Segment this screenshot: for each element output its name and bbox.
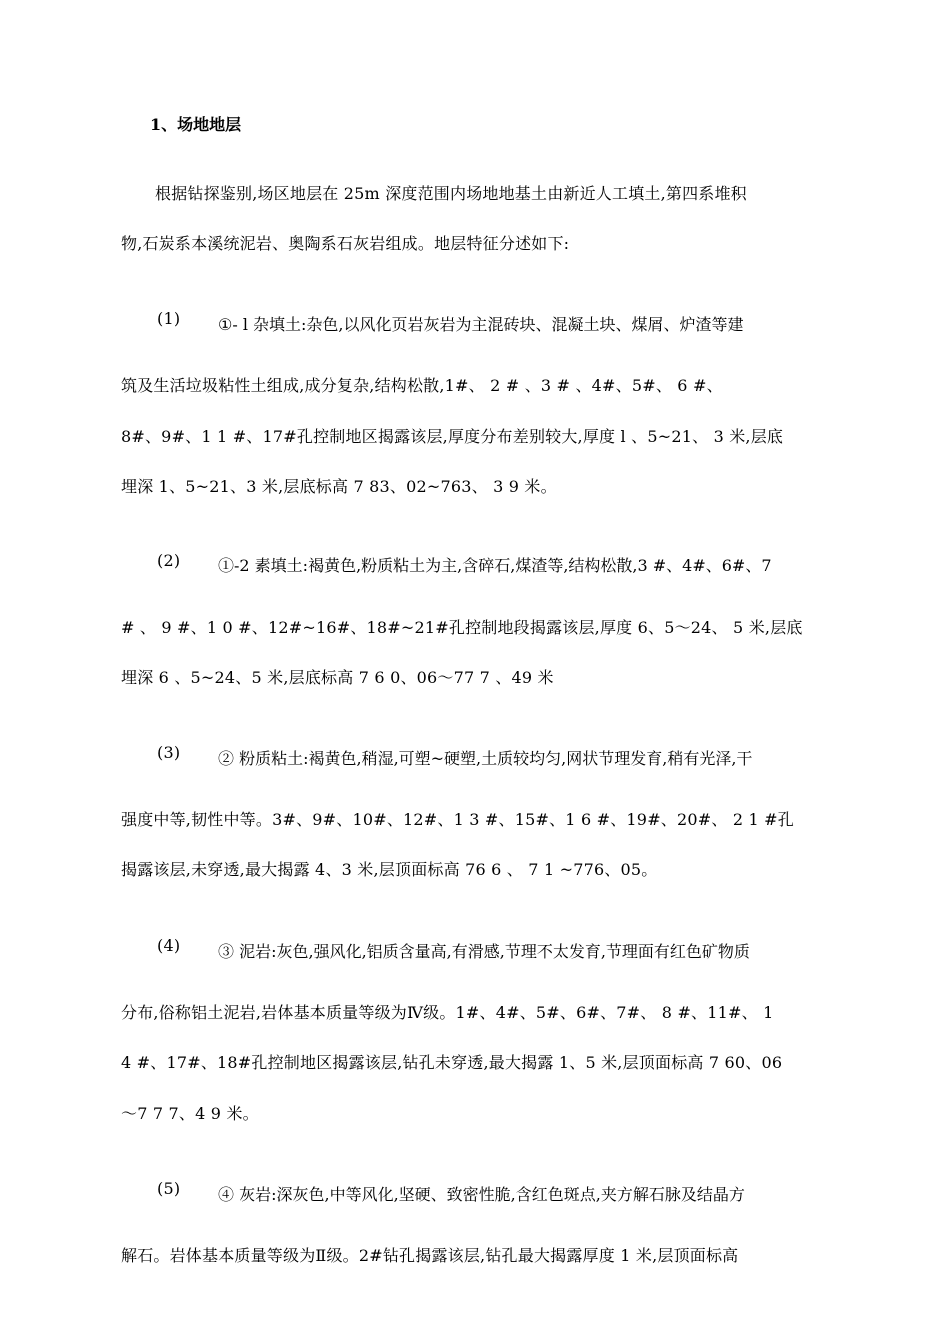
intro-line-2: 物,石炭系本溪统泥岩、奥陶系石灰岩组成。地层特征分述如下: — [121, 234, 570, 253]
item-4-line-4: ～7 7 7、4 9 米。 — [121, 1104, 259, 1123]
item-1-line-3: 8#、9#、1 1 #、17#孔控制地区揭露该层,厚度分布差别较大,厚度 l 、5~21、 3 米,层底 — [121, 427, 784, 446]
item-4-line-2: 分布,俗称铝土泥岩,岩体基本质量等级为Ⅳ级。1#、4#、5#、6#、7#、 8 #、11#、 1 — [121, 1003, 774, 1022]
section-heading: 1、场地地层 — [150, 115, 242, 134]
item-2-line-2: # 、 9 #、1 0 #、12#~16#、18#~21#孔控制地段揭露该层,厚度 6、5～24、 5 米,层底 — [121, 618, 803, 637]
item-3-line-3: 揭露该层,未穿透,最大揭露 4、3 米,层顶面标高 76 6 、 7 1 ~776、05。 — [121, 860, 658, 879]
item-5-first-line: ④ 灰岩:深灰色,中等风化,坚硬、致密性脆,含红色斑点,夹方解石脉及结晶方 — [218, 1185, 745, 1204]
item-5-number: (5) — [157, 1179, 181, 1198]
item-1-number: (1) — [157, 309, 181, 328]
item-2-number: (2) — [157, 551, 181, 570]
item-4-line-3: 4 #、17#、18#孔控制地区揭露该层,钻孔未穿透,最大揭露 1、5 米,层顶面标高 7 60、06 — [121, 1053, 783, 1072]
item-2-first-line: ①-2 素填土:褐黄色,粉质粘土为主,含碎石,煤渣等,结构松散,3 #、4#、6#、7 — [218, 556, 772, 575]
item-1-line-4: 埋深 1、5~21、3 米,层底标高 7 83、02~763、 3 9 米。 — [121, 477, 557, 496]
item-3-line-2: 强度中等,韧性中等。3#、9#、10#、12#、1 3 #、15#、1 6 #、19#、20#、 2 1 #孔 — [121, 810, 794, 829]
item-4-number: (4) — [157, 936, 181, 955]
item-3-first-line: ② 粉质粘土:褐黄色,稍湿,可塑~硬塑,土质较均匀,网状节理发育,稍有光泽,干 — [218, 749, 753, 768]
item-2-line-3: 埋深 6 、5~24、5 米,层底标高 7 6 0、06～77 7 、49 米 — [121, 668, 554, 687]
item-4-first-line: ③ 泥岩:灰色,强风化,铝质含量高,有滑感,节理不太发育,节理面有红色矿物质 — [218, 942, 750, 961]
item-1-line-2: 筑及生活垃圾粘性土组成,成分复杂,结构松散,1#、 2 # 、3 # 、4#、5#、 6 #、 — [121, 376, 723, 395]
intro-line-1: 根据钻探鉴别,场区地层在 25m 深度范围内场地地基土由新近人工填土,第四系堆积 — [155, 184, 747, 203]
item-3-number: (3) — [157, 743, 181, 762]
item-5-line-2: 解石。岩体基本质量等级为Ⅱ级。2#钻孔揭露该层,钻孔最大揭露厚度 1 米,层顶面标高 — [121, 1246, 739, 1265]
item-1-first-line: ①- l 杂填土:杂色,以风化页岩灰岩为主混砖块、混凝土块、煤屑、炉渣等建 — [218, 315, 744, 334]
